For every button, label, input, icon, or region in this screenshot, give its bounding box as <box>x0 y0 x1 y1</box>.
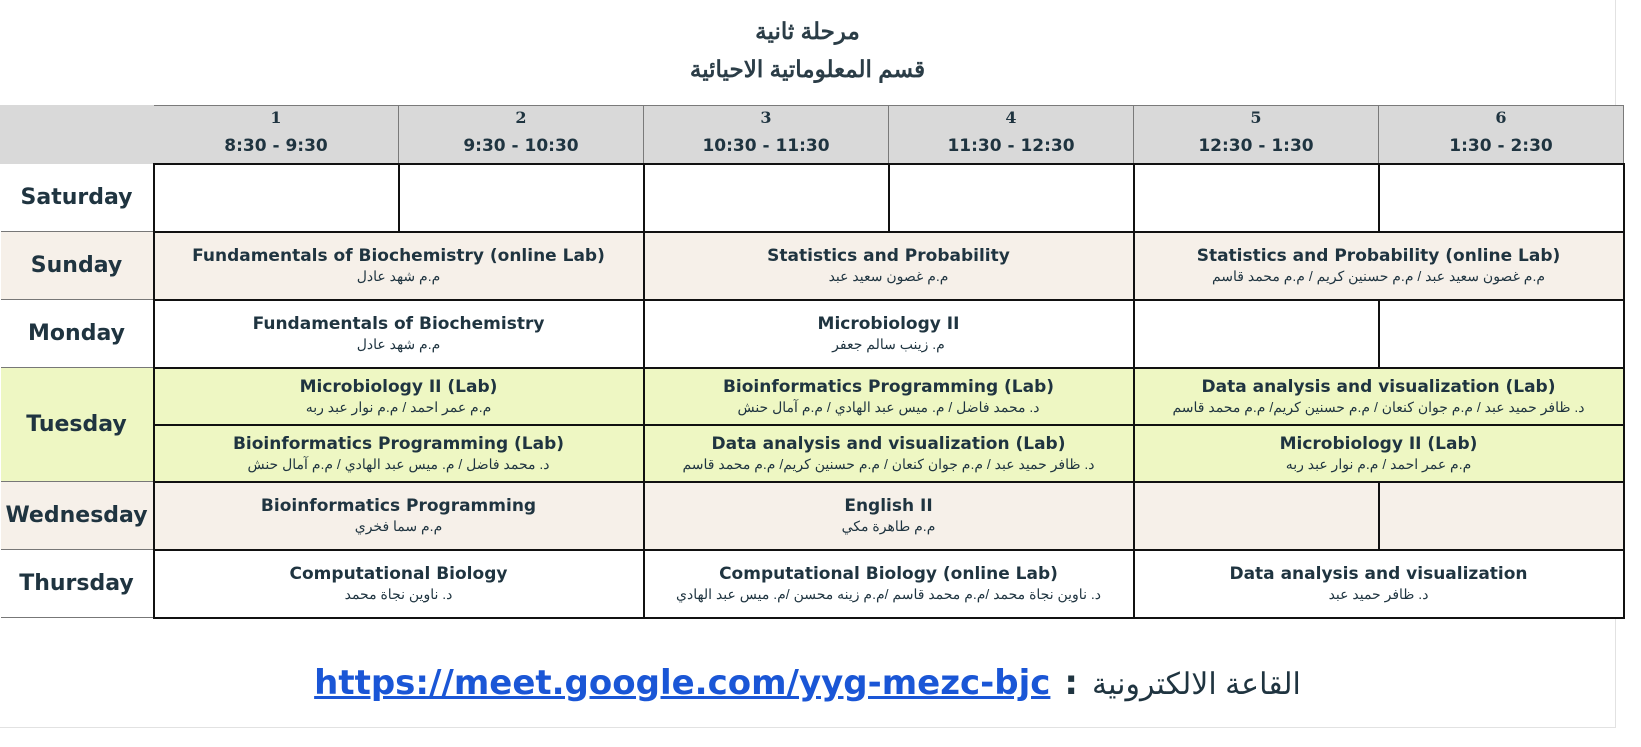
stage-title: مرحلة ثانية <box>755 18 860 44</box>
timetable <box>0 105 1625 619</box>
row-tuesday-group-a <box>1 368 1624 425</box>
period-number: 5 <box>1134 106 1379 130</box>
instructor-names: د. ظافر حميد عبد / م.م جوان كنعان / م.م حسنين كريم/ م.م محمد قاسم <box>682 455 1095 472</box>
row-thursday <box>1 550 1624 618</box>
footer <box>0 663 1615 703</box>
period-time: 11:30 - 12:30 <box>889 130 1134 164</box>
empty-slot <box>1379 482 1624 550</box>
empty-slot <box>154 164 399 232</box>
class-slot <box>1134 425 1624 482</box>
class-slot <box>154 300 644 368</box>
instructor-names: م.م شهد عادل <box>356 268 441 284</box>
empty-slot <box>1379 164 1624 232</box>
online-room-label: القاعة الالكترونية <box>1092 668 1301 701</box>
instructor-names: د. ناوين نجاة محمد <box>344 586 453 602</box>
subject-name: Microbiology II <box>817 314 960 334</box>
instructor-names: د. ناوين نجاة محمد /م.م محمد قاسم /م.م زينه محسن /م. ميس عبد الهادي <box>676 586 1101 602</box>
subject-name: Data analysis and visualization <box>1229 564 1528 584</box>
period-number-row <box>1 106 1624 130</box>
subject-name: Computational Biology (online Lab) <box>719 564 1058 584</box>
department-title: قسم المعلوماتية الاحيائية <box>689 56 926 82</box>
subject-name: Microbiology II (Lab) <box>299 376 498 397</box>
row-sunday <box>1 232 1624 300</box>
class-slot <box>644 368 1134 425</box>
subject-name: Statistics and Probability <box>767 246 1010 266</box>
subject-name: Data analysis and visualization (Lab) <box>1201 376 1556 397</box>
day-tuesday: Tuesday <box>1 368 154 482</box>
class-slot <box>154 550 644 618</box>
class-slot <box>1134 550 1624 618</box>
period-time: 10:30 - 11:30 <box>644 130 889 164</box>
period-number: 2 <box>399 106 644 130</box>
subject-name: Bioinformatics Programming (Lab) <box>722 376 1055 397</box>
empty-slot <box>1134 300 1379 368</box>
class-slot <box>644 232 1134 300</box>
day-monday: Monday <box>1 300 154 368</box>
instructor-names: م.م طاهرة مكي <box>841 518 936 534</box>
empty-slot <box>644 164 889 232</box>
instructor-names: م.م شهد عادل <box>356 336 441 352</box>
period-time-row <box>1 130 1624 164</box>
instructor-names: م.م عمر احمد / م.م نوار عبد ربه <box>305 398 492 415</box>
instructor-names: م.م عمر احمد / م.م نوار عبد ربه <box>1285 455 1472 472</box>
class-slot <box>154 482 644 550</box>
day-sunday: Sunday <box>1 232 154 300</box>
subject-name: Bioinformatics Programming <box>260 496 537 516</box>
instructor-names: م.م غصون سعيد عبد <box>828 268 949 284</box>
subject-name: Data analysis and visualization (Lab) <box>711 433 1066 454</box>
period-number: 4 <box>889 106 1134 130</box>
instructor-names: م.م غصون سعيد عبد / م.م حسنين كريم / م.م محمد قاسم <box>1211 268 1546 284</box>
class-slot <box>644 300 1134 368</box>
row-tuesday-group-b <box>1 425 1624 482</box>
header-corner <box>1 106 154 164</box>
class-slot <box>644 550 1134 618</box>
instructor-names: م.م سما فخري <box>354 518 443 534</box>
empty-slot <box>889 164 1134 232</box>
meet-link[interactable]: https://meet.google.com/yyg-mezc-bjc <box>314 663 1051 703</box>
instructor-names: د. محمد فاضل / م. ميس عبد الهادي / م.م آمال حنش <box>247 455 550 472</box>
subject-name: Statistics and Probability (online Lab) <box>1196 246 1561 266</box>
period-time: 12:30 - 1:30 <box>1134 130 1379 164</box>
footer-colon: : <box>1064 663 1079 703</box>
class-slot <box>644 482 1134 550</box>
subject-name: Microbiology II (Lab) <box>1279 433 1478 454</box>
period-number: 6 <box>1379 106 1624 130</box>
subject-name: Fundamentals of Biochemistry (online Lab) <box>192 246 605 266</box>
class-slot <box>1134 368 1624 425</box>
row-wednesday <box>1 482 1624 550</box>
instructor-names: د. محمد فاضل / م. ميس عبد الهادي / م.م آمال حنش <box>737 398 1040 415</box>
empty-slot <box>1379 300 1624 368</box>
class-slot <box>154 232 644 300</box>
period-time: 8:30 - 9:30 <box>154 130 399 164</box>
empty-slot <box>1134 482 1379 550</box>
period-number: 3 <box>644 106 889 130</box>
period-number: 1 <box>154 106 399 130</box>
class-slot <box>154 425 644 482</box>
instructor-names: م. زينب سالم جعفر <box>832 336 945 352</box>
period-time: 9:30 - 10:30 <box>399 130 644 164</box>
subject-name: Bioinformatics Programming (Lab) <box>232 433 565 454</box>
row-monday <box>1 300 1624 368</box>
class-slot <box>1134 232 1624 300</box>
day-wednesday: Wednesday <box>1 482 154 550</box>
day-saturday: Saturday <box>1 164 154 232</box>
empty-slot <box>399 164 644 232</box>
empty-slot <box>1134 164 1379 232</box>
instructor-names: د. ظافر حميد عبد / م.م جوان كنعان / م.م حسنين كريم/ م.م محمد قاسم <box>1172 398 1585 415</box>
class-slot <box>154 368 644 425</box>
subject-name: English II <box>844 496 933 516</box>
instructor-names: د. ظافر حميد عبد <box>1328 586 1429 602</box>
row-saturday <box>1 164 1624 232</box>
class-slot <box>644 425 1134 482</box>
subject-name: Computational Biology <box>289 564 508 584</box>
day-thursday: Thursday <box>1 550 154 618</box>
subject-name: Fundamentals of Biochemistry <box>252 314 545 334</box>
period-time: 1:30 - 2:30 <box>1379 130 1624 164</box>
